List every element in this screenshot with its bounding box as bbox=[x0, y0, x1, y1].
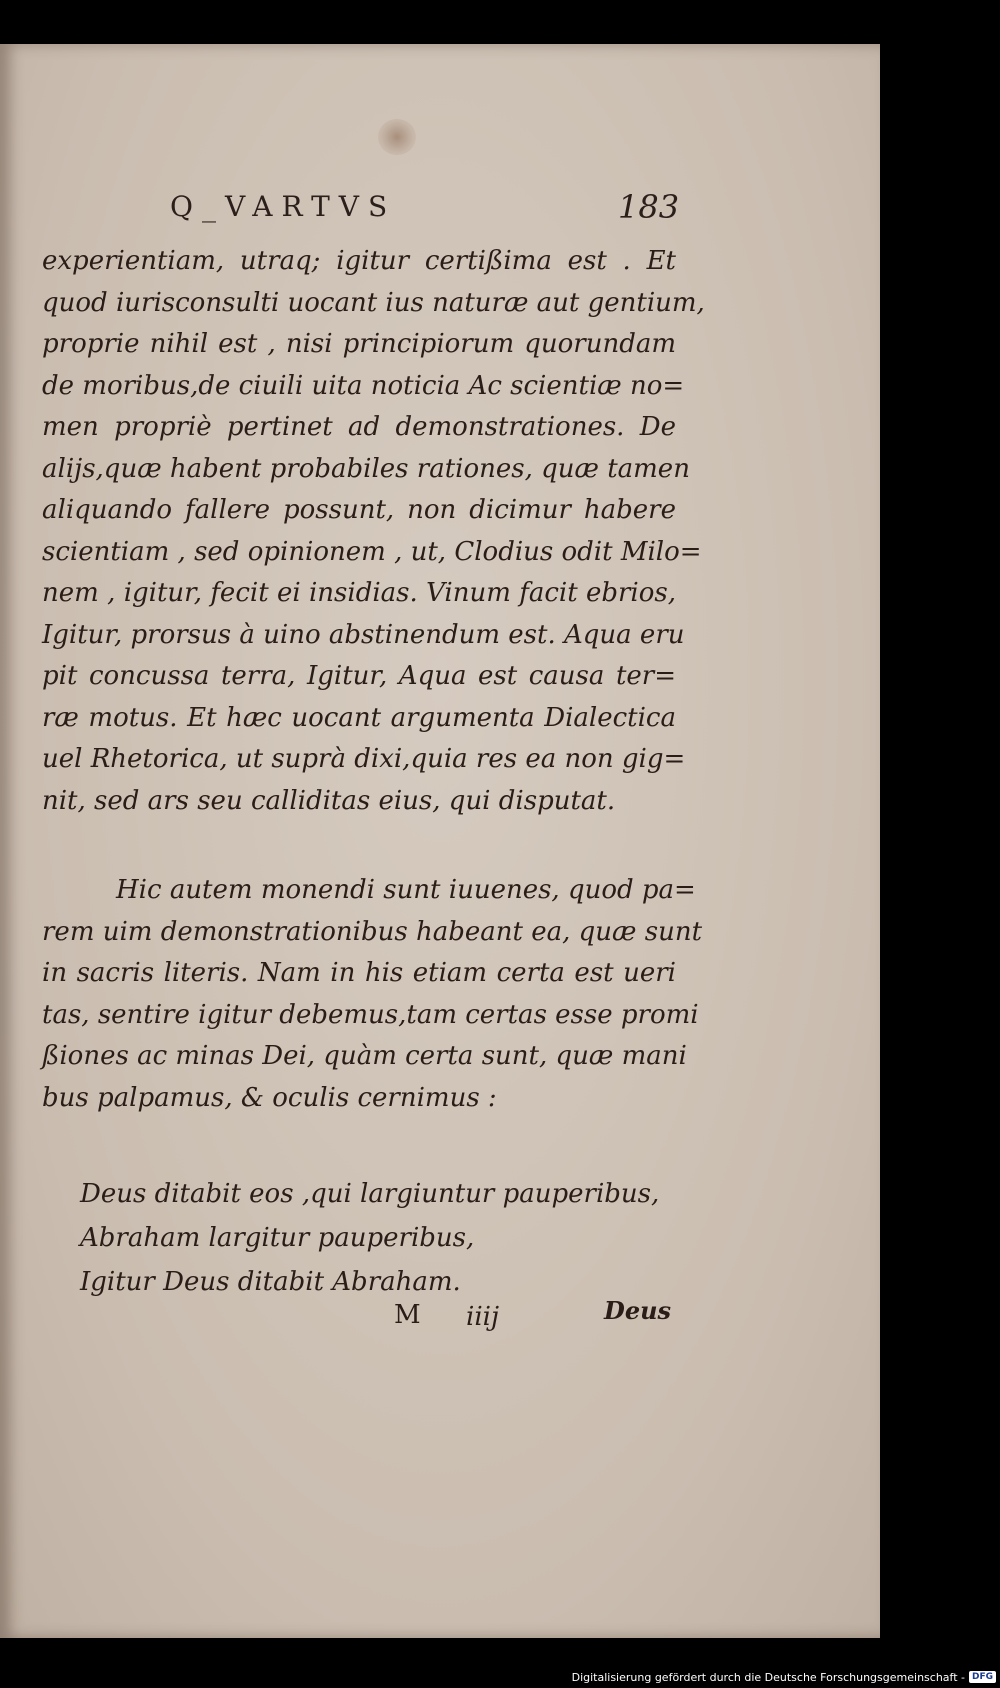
text-line: ræ motus. Et hæc uocant argumenta Dialectica bbox=[42, 702, 676, 733]
paper-stain bbox=[378, 119, 416, 155]
text-line: men propriè pertinet ad demonstrationes. De bbox=[42, 412, 676, 442]
book-page bbox=[0, 44, 880, 1638]
text-line: quod iurisconsulti uocant ius naturæ aut gentium, bbox=[42, 287, 705, 318]
text-line: experientiam, utraq; igitur certißima est . Et bbox=[42, 246, 676, 276]
text-line: pit concussa terra, Igitur, Aqua est causa ter= bbox=[42, 661, 676, 691]
footer-text: Digitalisierung gefördert durch die Deutsche Forschungsgemeinschaft - bbox=[571, 1670, 965, 1684]
text-line: scientiam , sed opinionem , ut, Clodius odit Milo= bbox=[42, 536, 702, 567]
verse-line: Abraham largitur pauperibus, bbox=[80, 1223, 475, 1253]
text-line: de moribus,de ciuili uita noticia Ac scientiæ no= bbox=[42, 370, 685, 401]
catchword: Deus bbox=[604, 1296, 672, 1325]
text-line: nem , igitur, fecit ei insidias. Vinum facit ebrios, bbox=[42, 578, 676, 608]
text-line: nit, sed ars seu calliditas eius, qui disputat. bbox=[42, 785, 616, 816]
running-header: Q_VARTVS bbox=[170, 190, 397, 223]
text-line: aliquando fallere possunt, non dicimur habere bbox=[42, 495, 676, 525]
text-line: ßiones ac minas Dei, quàm certa sunt, quæ mani bbox=[42, 1041, 687, 1071]
dfg-logo-icon: DFG bbox=[969, 1671, 996, 1683]
text-line: proprie nihil est , nisi principiorum quorundam bbox=[42, 329, 676, 359]
digitization-footer bbox=[572, 1668, 996, 1686]
text-line: bus palpamus, & oculis cernimus : bbox=[42, 1082, 497, 1113]
signature-mark-number: iiij bbox=[466, 1302, 500, 1332]
text-line: Igitur, prorsus à uino abstinendum est. Aqua eru bbox=[42, 619, 685, 650]
text-line: tas, sentire igitur debemus,tam certas esse promi bbox=[42, 999, 699, 1030]
verse-line: Deus ditabit eos ,qui largiuntur pauperibus, bbox=[80, 1179, 660, 1209]
text-line: in sacris literis. Nam in his etiam certa est ueri bbox=[42, 958, 676, 988]
text-line: alijs,quæ habent probabiles rationes, quæ tamen bbox=[42, 453, 690, 484]
page-number: 183 bbox=[618, 188, 680, 226]
text-line: uel Rhetorica, ut suprà dixi,quia res ea non gig= bbox=[42, 744, 686, 774]
text-line: Hic autem monendi sunt iuuenes, quod pa= bbox=[116, 875, 696, 905]
verse-line: Igitur Deus ditabit Abraham. bbox=[80, 1267, 461, 1297]
paragraph-2 bbox=[42, 870, 703, 1119]
syllogism-block bbox=[80, 1172, 680, 1304]
paragraph-1 bbox=[42, 241, 705, 822]
text-line: rem uim demonstrationibus habeant ea, quæ sunt bbox=[42, 916, 703, 947]
signature-mark-letter: M bbox=[394, 1300, 421, 1330]
